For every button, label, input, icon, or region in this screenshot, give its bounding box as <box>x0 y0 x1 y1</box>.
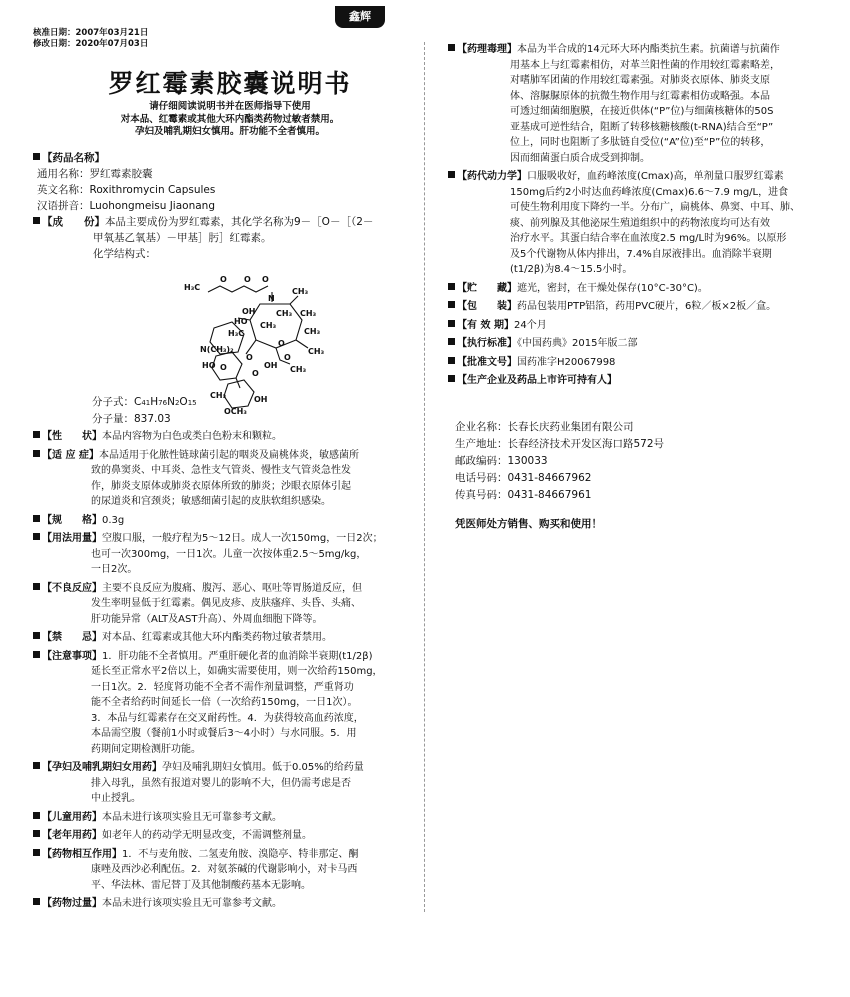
bullet-icon <box>33 217 40 224</box>
section-text: 位上，同时也阻断了多肽链自受位(“A”位)至“P”位的转移， <box>510 137 771 148</box>
struct-atom: CH₃ <box>290 365 307 374</box>
section-text: 可透过细菌细胞膜，在接近供体(“P”位)与细菌核糖体的50S <box>510 106 774 117</box>
section-text: (t1/2β)为8.4～15.5小时。 <box>510 264 633 275</box>
composition-text: 甲氧基乙氧基）－甲基］肟］红霉素。 <box>93 232 272 244</box>
section-text: 亚基成可逆性结合，阻断了转移核糖核酸(t-RNA)结合至“P” <box>510 121 774 133</box>
section-text: 痰、前列腺及其他泌尿生殖道组织中的药物浓度均可达有效 <box>510 217 770 229</box>
generic-name: 罗红霉素胶囊 <box>89 168 153 180</box>
field-label: 英文名称： <box>37 184 90 196</box>
dates <box>33 28 148 50</box>
struct-atom: OCH₃ <box>224 407 247 416</box>
company-info <box>455 419 835 504</box>
bullet-icon <box>448 44 455 51</box>
bullet-icon <box>448 171 455 178</box>
section-label: 【批准文号】 <box>457 356 517 368</box>
warning-line: 请仔细阅读说明书并在医师指导下使用 <box>149 101 311 112</box>
section-text: 治疗水平。其蛋白结合率在血浓度2.5 mg/L时为96%。以原形 <box>510 233 787 244</box>
section-text: 1．肝功能不全者慎用。严重肝硬化者的血消除半衰期(t1/2β) <box>102 650 373 662</box>
section-text: 肝功能异常（ALT及AST升高）、外周血细胞下降等。 <box>91 613 323 625</box>
section-label: 【老年用药】 <box>42 830 102 841</box>
bullet-icon <box>33 153 40 160</box>
section-label: 【药代动力学】 <box>457 171 527 182</box>
section-block <box>33 649 425 758</box>
bullet-icon <box>33 450 40 457</box>
struct-atom: HO <box>234 317 248 326</box>
phone: 0431-84667962 <box>507 472 592 484</box>
warning-block <box>40 101 420 139</box>
struct-atom: O <box>278 339 285 348</box>
bullet-icon <box>33 812 40 819</box>
section-label: 【孕妇及哺乳期妇女用药】 <box>42 762 162 773</box>
section-label: 【药品名称】 <box>42 152 105 164</box>
struct-atom: N(CH₃)₂ <box>200 345 234 354</box>
formula-label: 分子式： <box>92 396 134 408</box>
section-block <box>448 373 840 389</box>
section-text: 口服吸收好，血药峰浓度(Cmax)高，单剂量口服罗红霉素 <box>527 171 784 182</box>
struct-atom: CH₃ <box>260 321 277 330</box>
brand-logo: 鑫辉 <box>335 6 385 28</box>
field-label: 通用名称： <box>37 168 90 180</box>
bullet-icon <box>33 762 40 769</box>
left-sections <box>33 429 425 915</box>
struct-atom: CH₃ <box>210 391 227 400</box>
section-text: 发生率明显低于红霉素。偶见皮疹、皮肤瘙痒、头昏、头痛、 <box>91 598 361 609</box>
bullet-icon <box>33 431 40 438</box>
structure-label: 化学结构式： <box>93 248 156 260</box>
struct-atom: OH <box>254 395 268 404</box>
section-text: 一日1次。2．轻度肾功能不全者不需作剂量调整，严重肾功 <box>91 681 354 693</box>
struct-atom: OH <box>264 361 278 370</box>
struct-atom: O <box>262 275 269 284</box>
struct-atom: OH <box>242 307 256 316</box>
composition-text: 本品主要成份为罗红霉素，其化学名称为9－［O－［（2－ <box>105 216 374 228</box>
bullet-icon <box>33 830 40 837</box>
section-text: 药品包装用PTP铝箔，药用PVC硬片，6粒／板×2板／盒。 <box>517 301 777 312</box>
section-text: 中止授乳。 <box>91 793 141 804</box>
section-label: 【适 应 症】 <box>42 449 99 461</box>
section-text: 主要不良反应为腹痛、腹泻、恶心、呕吐等胃肠道反应，但 <box>102 582 362 594</box>
struct-atom: CH₃ <box>308 347 325 356</box>
section-text: 本品未进行该项实验且无可靠参考文献。 <box>102 898 282 909</box>
section-block <box>448 299 840 315</box>
struct-atom: O <box>220 275 227 284</box>
section-text: 空腹口服，一般疗程为5～12日。成人一次150mg，一日2次； <box>102 533 383 544</box>
section-text: 康唑及西沙必利配伍。2．对氨茶碱的代谢影响小，对卡马西 <box>91 864 358 875</box>
struct-atom: CH₃ <box>292 287 309 296</box>
section-text: 可使生物利用度下降约一半。分布广，扁桃体、鼻窦、中耳、肺、 <box>510 202 800 213</box>
section-text: 作，肺炎支原体或肺炎衣原体所致的肺炎；沙眼衣原体引起 <box>91 480 351 492</box>
section-text: 一日2次。 <box>91 564 138 575</box>
section-block <box>33 531 425 578</box>
section-text: 本品为半合成的14元环大环内酯类抗生素。抗菌谱与抗菌作 <box>517 44 780 55</box>
section-block <box>448 355 840 371</box>
section-text: 24个月 <box>513 319 547 331</box>
section-block <box>33 828 425 844</box>
bullet-icon <box>448 283 455 290</box>
pinyin-name: Luohongmeisu Jiaonang <box>89 200 215 212</box>
section-block <box>448 318 840 334</box>
english-name: Roxithromycin Capsules <box>89 184 216 196</box>
bullet-icon <box>448 320 455 327</box>
bullet-icon <box>33 533 40 540</box>
section-label: 【药物过量】 <box>42 898 102 909</box>
bullet-icon <box>33 898 40 905</box>
section-text: 本品适用于化脓性链球菌引起的咽炎及扁桃体炎，敏感菌所 <box>98 449 359 461</box>
page-title: 罗红霉素胶囊说明书 <box>108 69 352 98</box>
struct-atom: H₃C <box>184 283 201 292</box>
section-text: 本品需空腹（餐前1小时或餐后3～4小时）与水同服。5．用 <box>91 728 357 739</box>
section-label: 【有 效 期】 <box>457 319 514 331</box>
section-block <box>448 169 840 278</box>
bullet-icon <box>33 651 40 658</box>
section-label: 【规 格】 <box>42 514 102 526</box>
mw-label: 分子量： <box>92 413 134 425</box>
section-text: 0.3g <box>102 514 125 526</box>
section-block <box>448 336 840 352</box>
section-block <box>33 810 425 826</box>
right-sections <box>448 42 840 392</box>
section-text: 体、溶脲脲原体的抗微生物作用与红霉素相仿或略强。本品 <box>510 90 770 102</box>
bullet-icon <box>33 849 40 856</box>
section-text: 如老年人的药动学无明显改变，不需调整剂量。 <box>102 830 312 841</box>
struct-atom: O <box>244 275 251 284</box>
section-text: 用基本上与红霉素相仿，对革兰阳性菌的作用较红霉素略差， <box>510 59 780 71</box>
section-label: 【药物相互作用】 <box>42 848 122 860</box>
struct-atom: H₃C <box>228 329 245 338</box>
formula: 分子式：C41H76N2O15 <box>92 396 197 408</box>
section-label: 【包 装】 <box>457 301 517 312</box>
section-block <box>448 42 840 166</box>
section-text: 能不全者给药时间延长一倍（一次给药150mg，一日1次）。 <box>91 697 358 708</box>
section-label: 【药理毒理】 <box>457 44 517 55</box>
section-block <box>33 630 425 646</box>
section-text: 遮光，密封，在干燥处保存(10°C-30°C)。 <box>517 282 708 294</box>
section-text: 本品未进行该项实验且无可靠参考文献。 <box>102 811 282 823</box>
warning-line: 孕妇及哺乳期妇女慎用。肝功能不全者慎用。 <box>134 126 325 137</box>
struct-atom: N <box>268 294 275 303</box>
section-label: 【禁 忌】 <box>42 632 102 643</box>
section-text: 及5个代谢物从体内排出，7.4%自尿液排出。血消除半衰期 <box>510 248 772 260</box>
section-block <box>33 760 425 807</box>
struct-atom: O <box>284 353 291 362</box>
struct-atom: CH₃ <box>304 327 321 336</box>
section-block <box>33 847 425 894</box>
section-text: 150mg后约2小时达血药峰浓度(Cmax)6.6～7.9 mg/L，进食 <box>510 186 789 198</box>
mw-value: 837.03 <box>134 413 171 425</box>
section-text: 排入母乳，虽然有报道对婴儿的影响不大，但仍需考虑是否 <box>91 777 351 789</box>
section-label: 【贮 藏】 <box>457 282 517 294</box>
section-label: 【生产企业及药品上市许可持有人】 <box>457 375 617 386</box>
section-text: 的尿道炎和宫颈炎；敏感细菌引起的皮肤软组织感染。 <box>91 496 331 507</box>
section-text: 对本品、红霉素或其他大环内酯类药物过敏者禁用。 <box>102 632 332 643</box>
struct-atom: O <box>252 369 259 378</box>
field-label: 汉语拼音： <box>37 200 90 212</box>
bullet-icon <box>448 338 455 345</box>
section-label: 【成 份】 <box>42 216 105 228</box>
bullet-icon <box>33 632 40 639</box>
section-block <box>33 448 425 510</box>
revision-date: 修改日期：2020年07月03日 <box>33 39 149 49</box>
section-block <box>33 581 425 628</box>
section-text: 3．本品与红霉素存在交叉耐药性。4．为获得较高血药浓度， <box>91 712 364 724</box>
section-text: 本品内容物为白色或类白色粉末和颗粒。 <box>102 431 282 442</box>
section-label: 【注意事项】 <box>42 650 102 662</box>
section-text: 因而细菌蛋白质合成受到抑制。 <box>510 152 650 164</box>
bullet-icon <box>448 357 455 364</box>
bullet-icon <box>33 515 40 522</box>
company-name-label: 企业名称： <box>455 421 508 433</box>
section-label: 【儿童用药】 <box>42 811 102 823</box>
section-text: 也可一次300mg，一日1次。儿童一次按体重2.5～5mg/kg， <box>91 548 367 560</box>
fax-label: 传真号码： <box>455 489 508 501</box>
section-block <box>33 429 425 445</box>
section-text: 孕妇及哺乳期妇女慎用。低于0.05%的给药量 <box>162 762 364 773</box>
section-label: 【性 状】 <box>42 431 102 442</box>
section-text: 平、华法林、雷尼替丁及其他制酸药基本无影响。 <box>91 879 311 891</box>
address-label: 生产地址： <box>455 438 508 450</box>
section-text: 对嗜肺军团菌的作用较红霉素强。对肺炎衣原体、肺炎支原 <box>510 75 770 86</box>
molecular-weight <box>92 411 171 427</box>
bullet-icon <box>33 583 40 590</box>
approval-date: 核准日期：2007年03月21日 <box>33 28 149 38</box>
chemical-structure <box>180 268 330 418</box>
section-block <box>33 896 425 912</box>
struct-atom: HO <box>202 361 216 370</box>
fax: 0431-84667961 <box>507 489 592 501</box>
company-name: 长春长庆药业集团有限公司 <box>507 421 634 433</box>
section-text: 1．不与麦角胺、二氢麦角胺、溴隐亭、特非那定、酮 <box>122 848 359 860</box>
section-text: 《中国药典》2015年版二部 <box>517 338 638 349</box>
prescription-notice: 凭医师处方销售、购买和使用！ <box>455 518 602 530</box>
section-label: 【执行标准】 <box>457 338 517 349</box>
address: 长春经济技术开发区海口路572号 <box>507 438 665 450</box>
section-label: 【不良反应】 <box>42 582 102 594</box>
section-text: 药期间定期检测肝功能。 <box>91 743 201 755</box>
struct-atom: O <box>220 363 227 372</box>
bullet-icon <box>448 375 455 382</box>
struct-atom: O <box>246 353 253 362</box>
section-text: 致的鼻窦炎、中耳炎、急性支气管炎、慢性支气管炎急性发 <box>91 465 351 476</box>
warning-line: 对本品、红霉素或其他大环内酯类药物过敏者禁用。 <box>120 113 340 125</box>
bullet-icon <box>448 301 455 308</box>
postcode-label: 邮政编码： <box>455 455 508 467</box>
drug-name-section <box>33 150 423 214</box>
phone-label: 电话号码： <box>455 472 508 484</box>
section-text: 延长至正常水平2倍以上，如确实需要使用，则一次给药150mg， <box>91 666 383 677</box>
struct-atom: CH₃ <box>276 309 293 318</box>
section-text: 国药准字H20067998 <box>517 356 616 368</box>
section-label: 【用法用量】 <box>42 533 102 544</box>
postcode: 130033 <box>507 455 548 467</box>
section-block <box>448 281 840 297</box>
composition-section <box>33 214 423 262</box>
struct-atom: CH₃ <box>300 309 317 318</box>
section-block <box>33 513 425 529</box>
